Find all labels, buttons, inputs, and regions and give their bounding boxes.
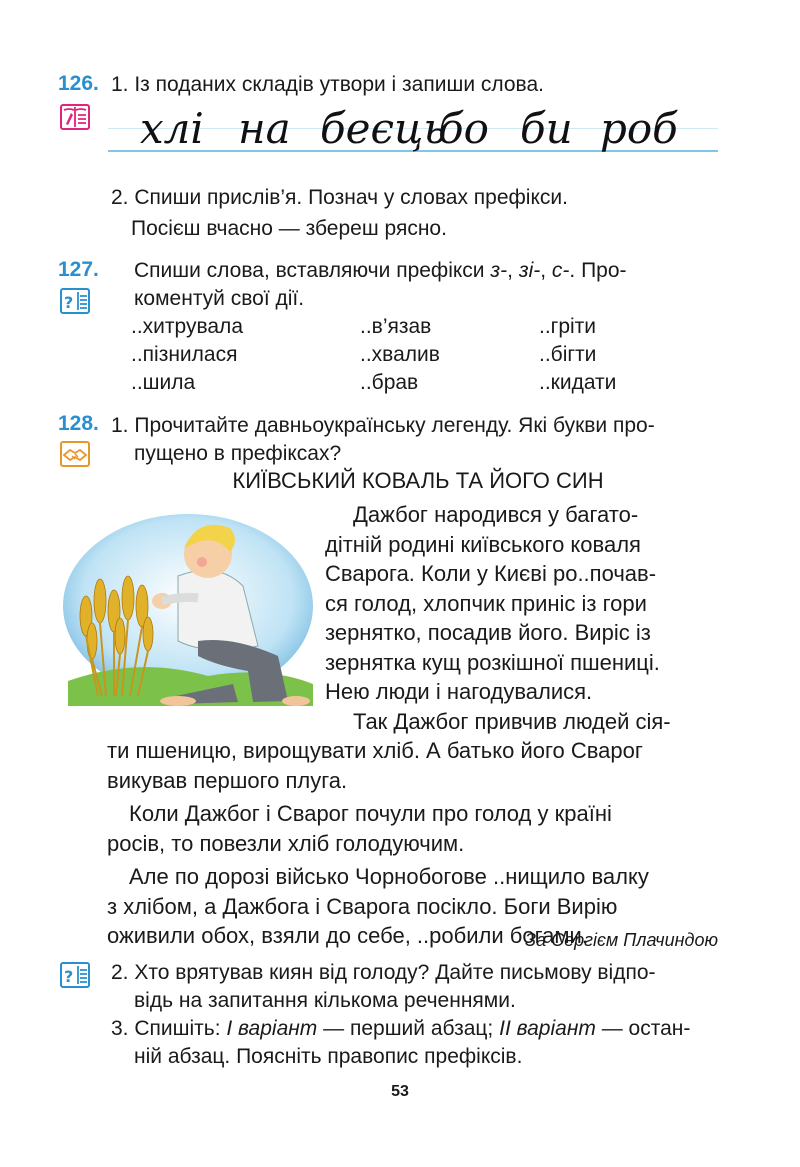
syllable-3: беєць — [320, 104, 447, 153]
syllable-2: на — [238, 104, 291, 153]
story-line: оживили обох, взяли до себе, ..робили богами. — [107, 923, 588, 948]
question-book-icon — [60, 288, 90, 314]
story-author: За Сергієм Плачиндою — [525, 930, 718, 950]
story-line: ти пшеницю, вирощувати хліб. А батько його Сварог — [107, 738, 643, 763]
word-item: ..в’язав — [360, 315, 432, 338]
story-line: ся голод, хлопчик приніс із гори — [325, 590, 647, 616]
word-column-2 — [360, 313, 440, 397]
story-title: КИЇВСЬКИЙ КОВАЛЬ ТА ЙОГО СИН — [232, 468, 604, 493]
svg-text:?: ? — [64, 293, 74, 312]
pen-writing-icon — [60, 104, 90, 130]
story-line: дітній родині київського коваля — [325, 531, 641, 557]
question-book-icon — [60, 962, 90, 988]
proverb: Посієш вчасно — збереш рясно. — [131, 217, 447, 240]
story-line: викував першого плуга. — [107, 767, 348, 793]
ex128-task3-line1: 3. Спишіть: І варіант — перший абзац; ІІ варіант — остан- — [111, 1017, 691, 1040]
story-line: зернятко, посадив його. Виріс із — [325, 620, 651, 645]
ex128-task2-line2: відь на запитання кількома реченнями. — [134, 989, 516, 1012]
boy-with-wheat-illustration — [58, 506, 318, 718]
word-column-3 — [539, 313, 616, 397]
ex127-task-line1: Спиши слова, вставляючи префікси з-, зі-, с-. Про- — [134, 259, 627, 282]
story-line: Коли Дажбог і Сварог почули про голод у країні — [129, 801, 612, 826]
story-line: росів, то повезли хліб голодуючим. — [107, 830, 465, 856]
story-line: зернятка кущ розкішної пшениці. — [325, 649, 660, 675]
word-item: ..брав — [360, 371, 419, 394]
ex126-task2: 2. Спиши прислів’я. Познач у словах префікси. — [111, 186, 568, 209]
word-item: ..кидати — [539, 371, 617, 394]
ex127-task-line2: коментуй свої дії. — [134, 287, 305, 310]
word-item: ..пізнилася — [131, 343, 238, 366]
svg-text:?: ? — [64, 967, 74, 986]
story-line: з хлібом, а Дажбога і Сварога посікло. Боги Вирію — [107, 893, 618, 919]
syllable-5: би — [520, 104, 573, 153]
word-item: ..хвалив — [360, 343, 440, 366]
story-line: Нею люди і нагодувалися. — [325, 679, 593, 704]
exercise-number-128: 128. — [58, 412, 99, 435]
syllable-1: хлі — [140, 104, 204, 153]
word-item: ..хитрувала — [131, 315, 243, 338]
syllable-6: роб — [600, 104, 678, 153]
story-line: Так Дажбог привчив людей сія- — [353, 708, 671, 734]
ex126-task1: 1. Із поданих складів утвори і запиши слова. — [111, 73, 544, 96]
exercise-number-126: 126. — [58, 72, 99, 95]
ex128-task3-line2: ній абзац. Поясніть правопис префіксів. — [134, 1045, 523, 1068]
word-item: ..бігти — [539, 343, 597, 366]
exercise-number-127: 127. — [58, 258, 99, 281]
story-wrapped-text — [325, 500, 718, 736]
story-line: Але по дорозі військо Чорнобогове ..нищило валку — [129, 864, 649, 889]
story-full-text — [107, 736, 719, 951]
word-item: ..шила — [131, 371, 196, 394]
page-number: 53 — [391, 1083, 409, 1100]
syllable-4: бо — [438, 104, 489, 153]
story-line: Сварога. Коли у Києві ро..почав- — [325, 561, 657, 586]
handshake-icon — [60, 441, 90, 467]
story-line: Дажбог народився у багато- — [353, 502, 639, 527]
ex128-task1-line1: 1. Прочитайте давньоукраїнську легенду. Які букви про- — [111, 414, 655, 437]
ex128-task1-line2: пущено в префіксах? — [134, 442, 342, 465]
word-column-1 — [131, 313, 243, 397]
ex128-task2-line1: 2. Хто врятував киян від голоду? Дайте письмову відпо- — [111, 961, 656, 984]
word-item: ..гріти — [539, 315, 597, 338]
